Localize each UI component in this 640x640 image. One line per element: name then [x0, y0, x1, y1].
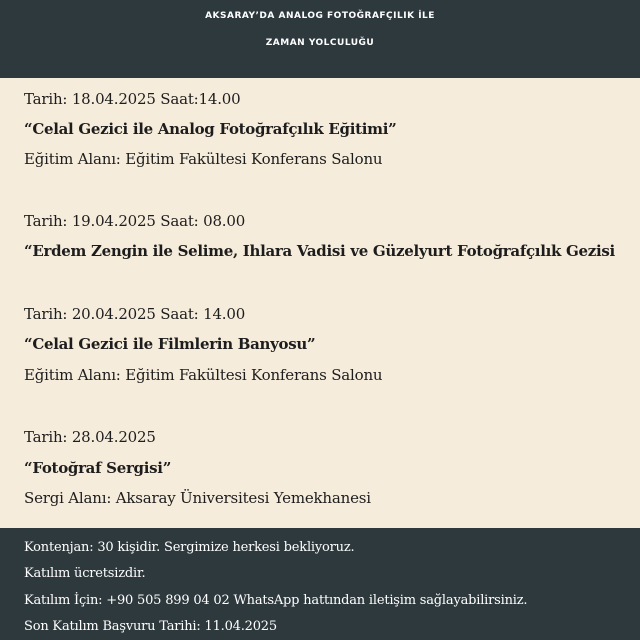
footer-band [0, 528, 640, 640]
event-3-date: Tarih: 20.04.2025 Saat: 14.00 [24, 305, 246, 323]
event-4-date: Tarih: 28.04.2025 [24, 428, 156, 446]
event-3-location: Eğitim Alanı: Eğitim Fakültesi Konferans Salonu [24, 366, 383, 384]
contact-note: Katılım İçin: +90 505 899 04 02 WhatsApp hattından iletişim sağlayabilirsiniz. [24, 593, 528, 608]
event-4-title: “Fotoğraf Sergisi” [24, 459, 172, 477]
event-2-date: Tarih: 19.04.2025 Saat: 08.00 [24, 212, 246, 230]
event-3-title: “Celal Gezici ile Filmlerin Banyosu” [24, 335, 316, 353]
event-1-title: “Celal Gezici ile Analog Fotoğrafçılık Eğitimi” [24, 120, 397, 138]
header-band [0, 0, 640, 78]
event-2-title: “Erdem Zengin ile Selime, Ihlara Vadisi ve Güzelyurt Fotoğrafçılık Gezisi [24, 242, 615, 260]
event-schedule [0, 78, 640, 528]
event-1-location: Eğitim Alanı: Eğitim Fakültesi Konferans Salonu [24, 150, 383, 168]
page-title-line-1: AKSARAY’DA ANALOG FOTOĞRAFÇILIK İLE [205, 11, 435, 21]
capacity-note: Kontenjan: 30 kişidir. Sergimize herkesi bekliyoruz. [24, 540, 355, 555]
page-title-line-2: ZAMAN YOLCULUĞU [265, 38, 375, 48]
event-4-location: Sergi Alanı: Aksaray Üniversitesi Yemekhanesi [24, 489, 371, 507]
free-note: Katılım ücretsizdir. [24, 566, 146, 581]
deadline-note: Son Katılım Başvuru Tarihi: 11.04.2025 [24, 619, 277, 634]
event-1-date: Tarih: 18.04.2025 Saat:14.00 [24, 90, 241, 108]
